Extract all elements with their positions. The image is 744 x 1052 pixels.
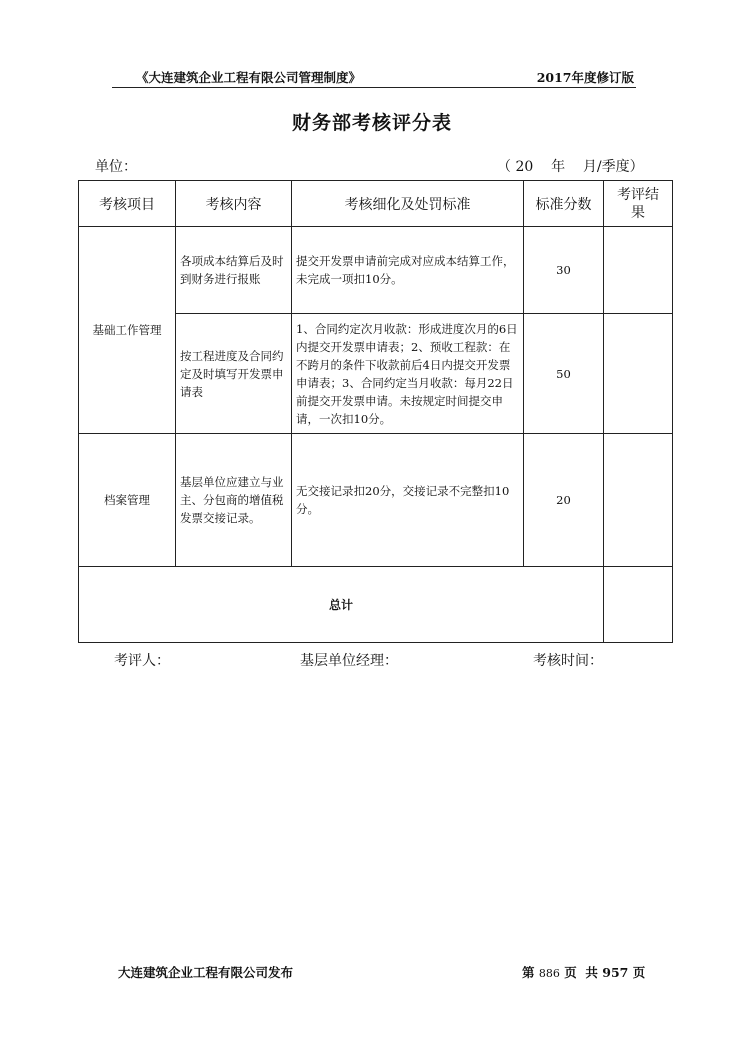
header-item: 考核项目: [79, 181, 176, 227]
result-cell[interactable]: [604, 314, 673, 434]
score-cell: 20: [524, 434, 604, 567]
page-header: [112, 66, 636, 88]
table-row: [79, 434, 673, 567]
item-cell: 基础工作管理: [79, 227, 176, 434]
current-page-number: 886: [538, 967, 560, 980]
item-cell: 档案管理: [79, 434, 176, 567]
total-result-cell[interactable]: [604, 567, 673, 643]
evaluator-label: 考评人：: [114, 653, 170, 669]
total-row: [79, 567, 673, 643]
standard-cell: 无交接记录扣20分，交接记录不完整扣10分。: [292, 434, 524, 567]
header-document-title: 《大连建筑企业工程有限公司管理制度》: [136, 70, 362, 85]
table-header-row: [79, 181, 673, 227]
assessment-table: [78, 180, 673, 643]
header-edition: 2017年度修订版: [536, 70, 634, 85]
content-cell: 基层单位应建立与业主、分包商的增值税发票交接记录。: [176, 434, 292, 567]
standard-cell: 1、合同约定次月收款：形成进度次月的6日内提交开发票申请表；2、预收工程款：在不跨月的条件下收款前后4日内提交开发票申请表；3、合同约定当月收款：每月22日前提交开发票申请。未按规定时间提交申请，一次扣10分。: [292, 314, 524, 434]
score-cell: 30: [524, 227, 604, 314]
assessment-time-label: 考核时间：: [533, 653, 603, 669]
footer-publisher: 大连建筑企业工程有限公司发布: [118, 965, 294, 980]
unit-label: 单位：: [95, 159, 137, 175]
content-cell: 各项成本结算后及时到财务进行报账: [176, 227, 292, 314]
header-score: 标准分数: [524, 181, 604, 227]
footer-page-number: 第 886 页 共 957 页: [522, 965, 646, 980]
header-result: 考评结果: [604, 181, 673, 227]
score-cell: 50: [524, 314, 604, 434]
table-row: [79, 227, 673, 314]
standard-cell: 提交开发票申请前完成对应成本结算工作，未完成一项扣10分。: [292, 227, 524, 314]
content-cell: 按工程进度及合同约定及时填写开发票申请表: [176, 314, 292, 434]
period-label: （ 20 年 月/季度）: [497, 159, 644, 175]
manager-label: 基层单位经理：: [300, 653, 398, 669]
page-title: 财务部考核评分表: [291, 112, 452, 134]
header-content: 考核内容: [176, 181, 292, 227]
total-label: 总计: [79, 567, 604, 643]
header-standard: 考核细化及处罚标准: [292, 181, 524, 227]
result-cell[interactable]: [604, 434, 673, 567]
result-cell[interactable]: [604, 227, 673, 314]
total-page-number: 957: [602, 965, 629, 980]
